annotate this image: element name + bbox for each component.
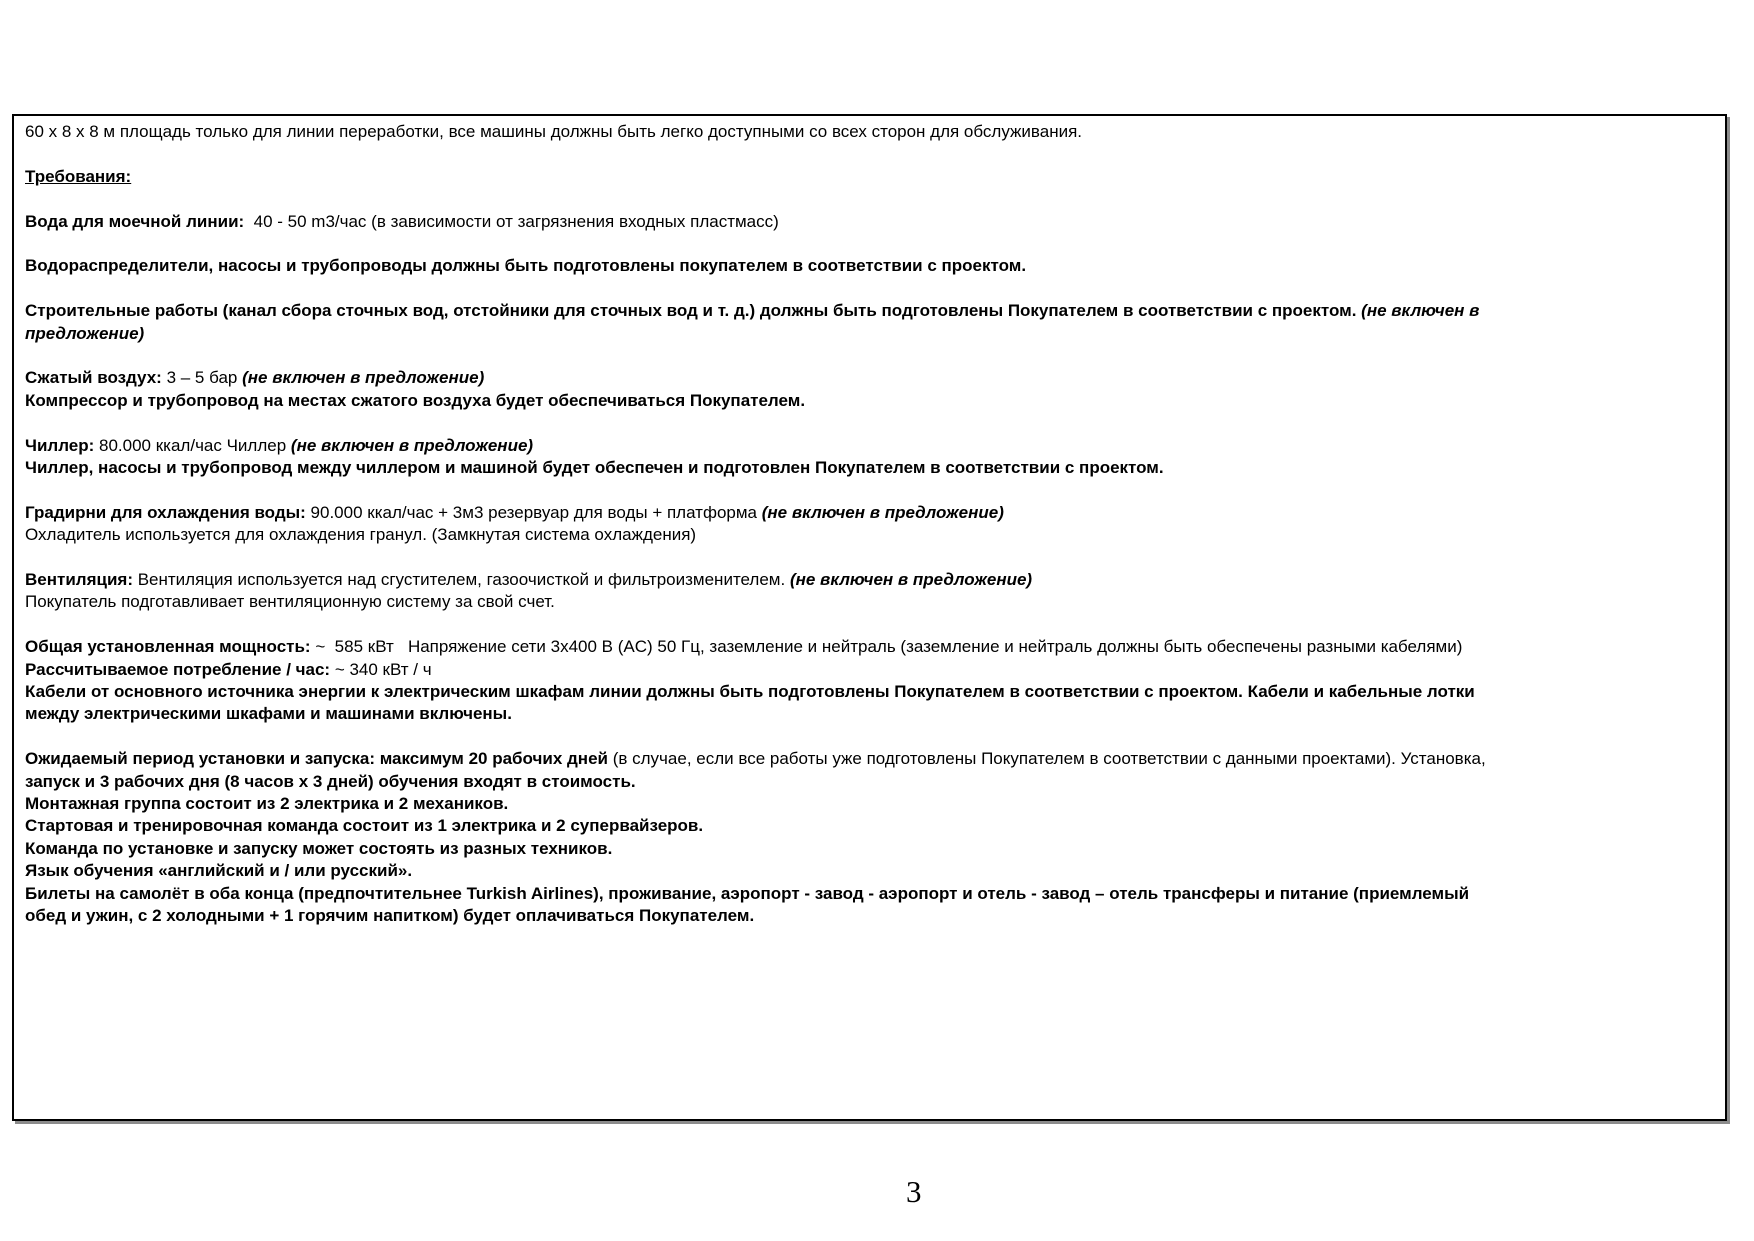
text-run: (в случае, если все работы уже подготовлены Покупателем в соответствии с данными проектами). Установка,	[612, 749, 1486, 769]
paragraph-cooling-towers	[25, 502, 1714, 547]
text-line	[25, 255, 1714, 277]
text-run: Строительные работы (канал сбора сточных вод, отстойники для сточных вод и т. д.) должны быть подготовлены Покупателем в соответствии с проектом.	[25, 301, 1362, 321]
text-line	[25, 457, 1714, 479]
text-line	[25, 121, 1714, 143]
text-line	[25, 905, 1714, 927]
paragraph-chiller	[25, 435, 1714, 480]
text-run: Сжатый воздух:	[25, 368, 162, 388]
text-line	[25, 883, 1714, 905]
text-line	[25, 300, 1714, 322]
text-line	[25, 569, 1714, 591]
text-line	[25, 591, 1714, 613]
text-run: Охладитель используется для охлаждения гранул. (Замкнутая система охлаждения)	[25, 525, 697, 545]
text-run: (не включен в предложение)	[789, 570, 1033, 589]
text-run: Вентиляция используется над сгустителем, газоочисткой и фильтроизменителем.	[137, 570, 790, 589]
text-run: Ожидаемый период установки и запуска: максимум 20 рабочих дней	[25, 749, 613, 769]
text-run: Требования:	[25, 166, 132, 186]
text-line	[25, 860, 1714, 882]
paragraph-area-note	[25, 121, 1714, 143]
text-line	[25, 524, 1714, 546]
paragraph-requirements-heading	[25, 166, 1714, 188]
content-box	[12, 114, 1727, 1121]
paragraph-water-for-washing-line	[25, 211, 1714, 233]
paragraph-construction-works	[25, 300, 1714, 345]
text-run: Билеты на самолёт в оба конца (предпочтительнее Turkish Airlines), проживание, аэропорт - завод - аэропорт и отель - завод – отель трансферы и питание (приемлемый	[25, 883, 1470, 903]
text-run: ~ 585 кВт Напряжение сети 3x400 В (AC) 50 Гц, заземление и нейтраль (заземление и нейтраль должны быть обеспечены разными кабелями)	[315, 637, 1463, 657]
paragraph-water-distributors	[25, 255, 1714, 277]
paragraph-installation-period	[25, 748, 1714, 927]
text-line	[25, 703, 1714, 725]
paragraph-installed-power	[25, 636, 1714, 726]
text-line	[25, 659, 1714, 681]
text-line	[25, 390, 1714, 412]
text-run: Вентиляция:	[25, 570, 138, 589]
text-run: Кабели от основного источника энергии к электрическим шкафам линии должны быть подготовлены Покупателем в соответствии с проектом. Кабели и кабельные лотки	[25, 682, 1475, 702]
text-line	[25, 793, 1714, 815]
text-run: Стартовая и тренировочная команда состоит из 1 электрика и 2 супервайзеров.	[25, 816, 704, 836]
text-run: (не включен в предложение)	[290, 435, 534, 455]
text-run: Вода для моечной линии:	[25, 211, 245, 231]
text-line	[25, 771, 1714, 793]
text-line	[25, 166, 1714, 188]
text-line	[25, 636, 1714, 658]
text-run: Язык обучения «английский и / или русский».	[25, 861, 413, 881]
text-run: Водораспределители, насосы и трубопроводы должны быть подготовлены покупателем в соответствии с проектом.	[25, 256, 1027, 276]
text-line	[25, 435, 1714, 457]
text-run: Команда по установке и запуску может состоять из разных техников.	[25, 838, 613, 858]
text-line	[25, 211, 1714, 233]
document-body	[25, 121, 1714, 927]
text-run: (не включен в предложение)	[761, 502, 1004, 522]
page-number: 3	[906, 1174, 922, 1209]
text-run: Монтажная группа состоит из 2 электрика и 2 механиков.	[25, 794, 509, 814]
text-run: запуск и 3 рабочих дня (8 часов x 3 дней) обучения входят в стоимость.	[25, 771, 636, 791]
text-run: 90.000 ккал/час + 3м3 резервуар для воды + платформа	[310, 502, 762, 522]
text-run: предложение)	[25, 323, 145, 343]
text-run: обед и ужин, с 2 холодными + 1 горячим напитком) будет оплачиваться Покупателем.	[25, 906, 755, 926]
text-line	[25, 838, 1714, 860]
text-run: 60 x 8 x 8 м площадь только для линии переработки, все машины должны быть легко доступными со всех сторон для обслуживания.	[25, 122, 1083, 141]
text-line	[25, 681, 1714, 703]
text-run: между электрическими шкафами и машинами включены.	[25, 704, 512, 724]
text-run: 3 – 5 бар	[161, 368, 243, 388]
text-run: 40 - 50 m3/час (в зависимости от загрязнения входных пластмасс)	[244, 211, 779, 231]
text-run: Чиллер:	[25, 435, 95, 455]
text-run: ~ 340 кВт / ч	[334, 659, 432, 679]
text-line	[25, 323, 1714, 345]
paragraph-ventilation	[25, 569, 1714, 614]
text-run: (не включен в предложение)	[242, 368, 485, 388]
text-run: Чиллер, насосы и трубопровод между чиллером и машиной будет обеспечен и подготовлен Покупателем в соответствии с проектом.	[25, 458, 1164, 477]
text-run: (не включен в	[1361, 301, 1480, 321]
text-run: Рассчитываемое потребление / час:	[25, 659, 335, 679]
text-line	[25, 748, 1714, 770]
text-line	[25, 367, 1714, 389]
text-run: Градирни для охлаждения воды:	[25, 502, 311, 522]
text-run: Общая установленная мощность:	[25, 637, 316, 657]
paragraph-compressed-air	[25, 367, 1714, 412]
text-run: Покупатель подготавливает вентиляционную систему за свой счет.	[25, 592, 555, 612]
text-line	[25, 815, 1714, 837]
text-run: Компрессор и трубопровод на местах сжатого воздуха будет обеспечиваться Покупателем.	[25, 390, 806, 410]
text-run: 80.000 ккал/час Чиллер	[94, 435, 291, 455]
text-line	[25, 502, 1714, 524]
